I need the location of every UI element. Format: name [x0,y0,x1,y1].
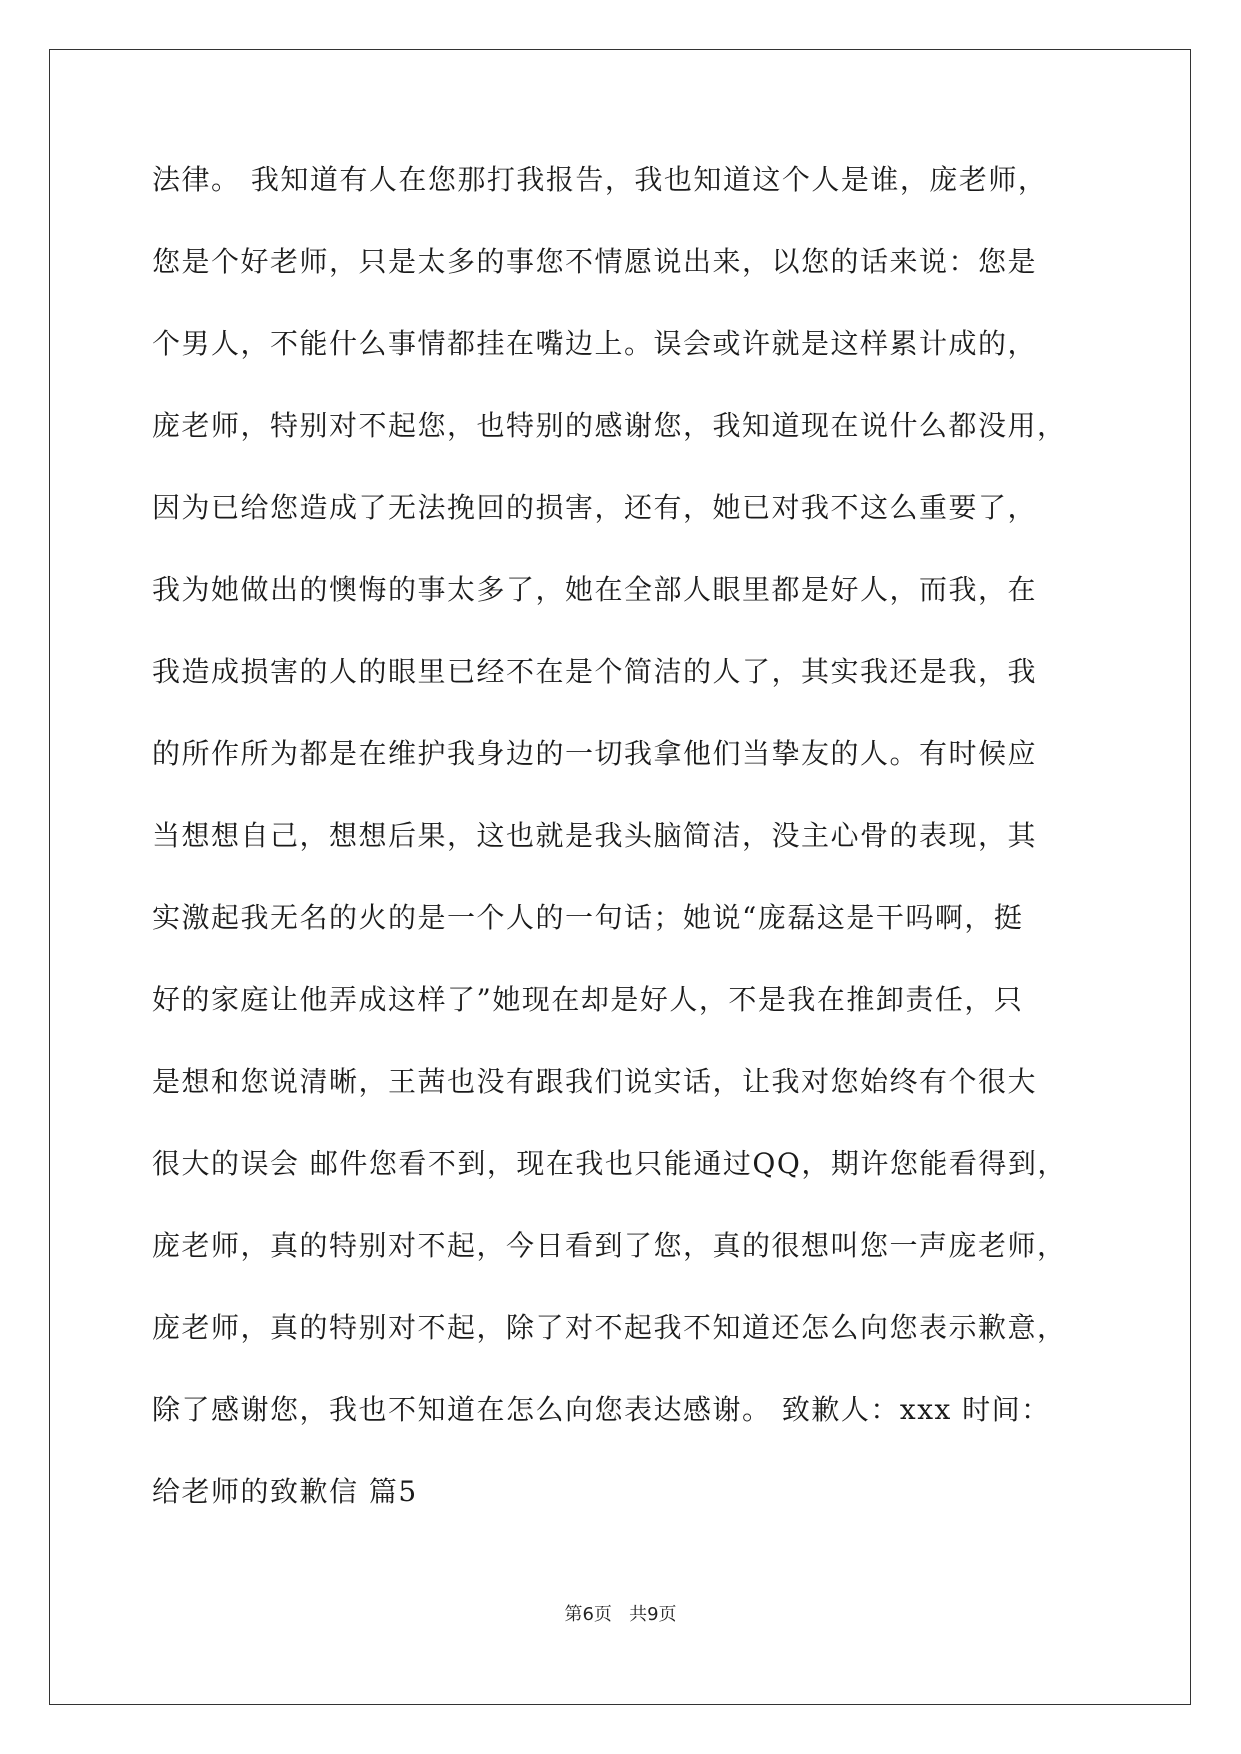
text-line: 我造成损害的人的眼里已经不在是个简洁的人了，其实我还是我，我 [152,655,1038,688]
text-line: 当想想自己，想想后果，这也就是我头脑简洁，没主心骨的表现，其 [152,819,1038,852]
text-line: 实激起我无名的火的是一个人的一句话；她说“庞磊这是干吗啊，挺 [152,901,1024,934]
text-line: 因为已给您造成了无法挽回的损害，还有，她已对我不这么重要了， [152,491,1038,524]
letter-body [152,160,1092,1554]
text-line: 是想和您说清晰，王茜也没有跟我们说实话，让我对您始终有个很大 [152,1065,1038,1098]
text-line: 个男人，不能什么事情都挂在嘴边上。误会或许就是这样累计成的， [152,327,1038,360]
page-number: 第6页 [564,1604,612,1625]
text-line: 庞老师，真的特别对不起，今日看到了您，真的很想叫您一声庞老师， [152,1229,1067,1262]
text-line: 除了感谢您，我也不知道在怎么向您表达感谢。 致歉人：xxx 时间： [152,1393,1051,1426]
page-footer [0,1600,1241,1626]
total-pages: 共9页 [629,1604,677,1625]
text-line: 很大的误会 邮件您看不到，现在我也只能通过QQ，期许您能看得到， [152,1147,1067,1180]
text-line: 您是个好老师，只是太多的事您不情愿说出来，以您的话来说：您是 [152,245,1038,278]
text-line: 我为她做出的懊悔的事太多了，她在全部人眼里都是好人，而我，在 [152,573,1038,606]
text-line: 法律。 我知道有人在您那打我报告，我也知道这个人是谁，庞老师， [152,163,1048,196]
footer-spacer [612,1604,629,1625]
text-line: 好的家庭让他弄成这样了”她现在却是好人，不是我在推卸责任，只 [152,983,1024,1016]
section-heading: 给老师的致歉信 篇5 [152,1475,418,1508]
text-line: 庞老师，特别对不起您，也特别的感谢您，我知道现在说什么都没用， [152,409,1067,442]
text-line: 庞老师，真的特别对不起，除了对不起我不知道还怎么向您表示歉意， [152,1311,1067,1344]
text-line: 的所作所为都是在维护我身边的一切我拿他们当挚友的人。有时候应 [152,737,1038,770]
